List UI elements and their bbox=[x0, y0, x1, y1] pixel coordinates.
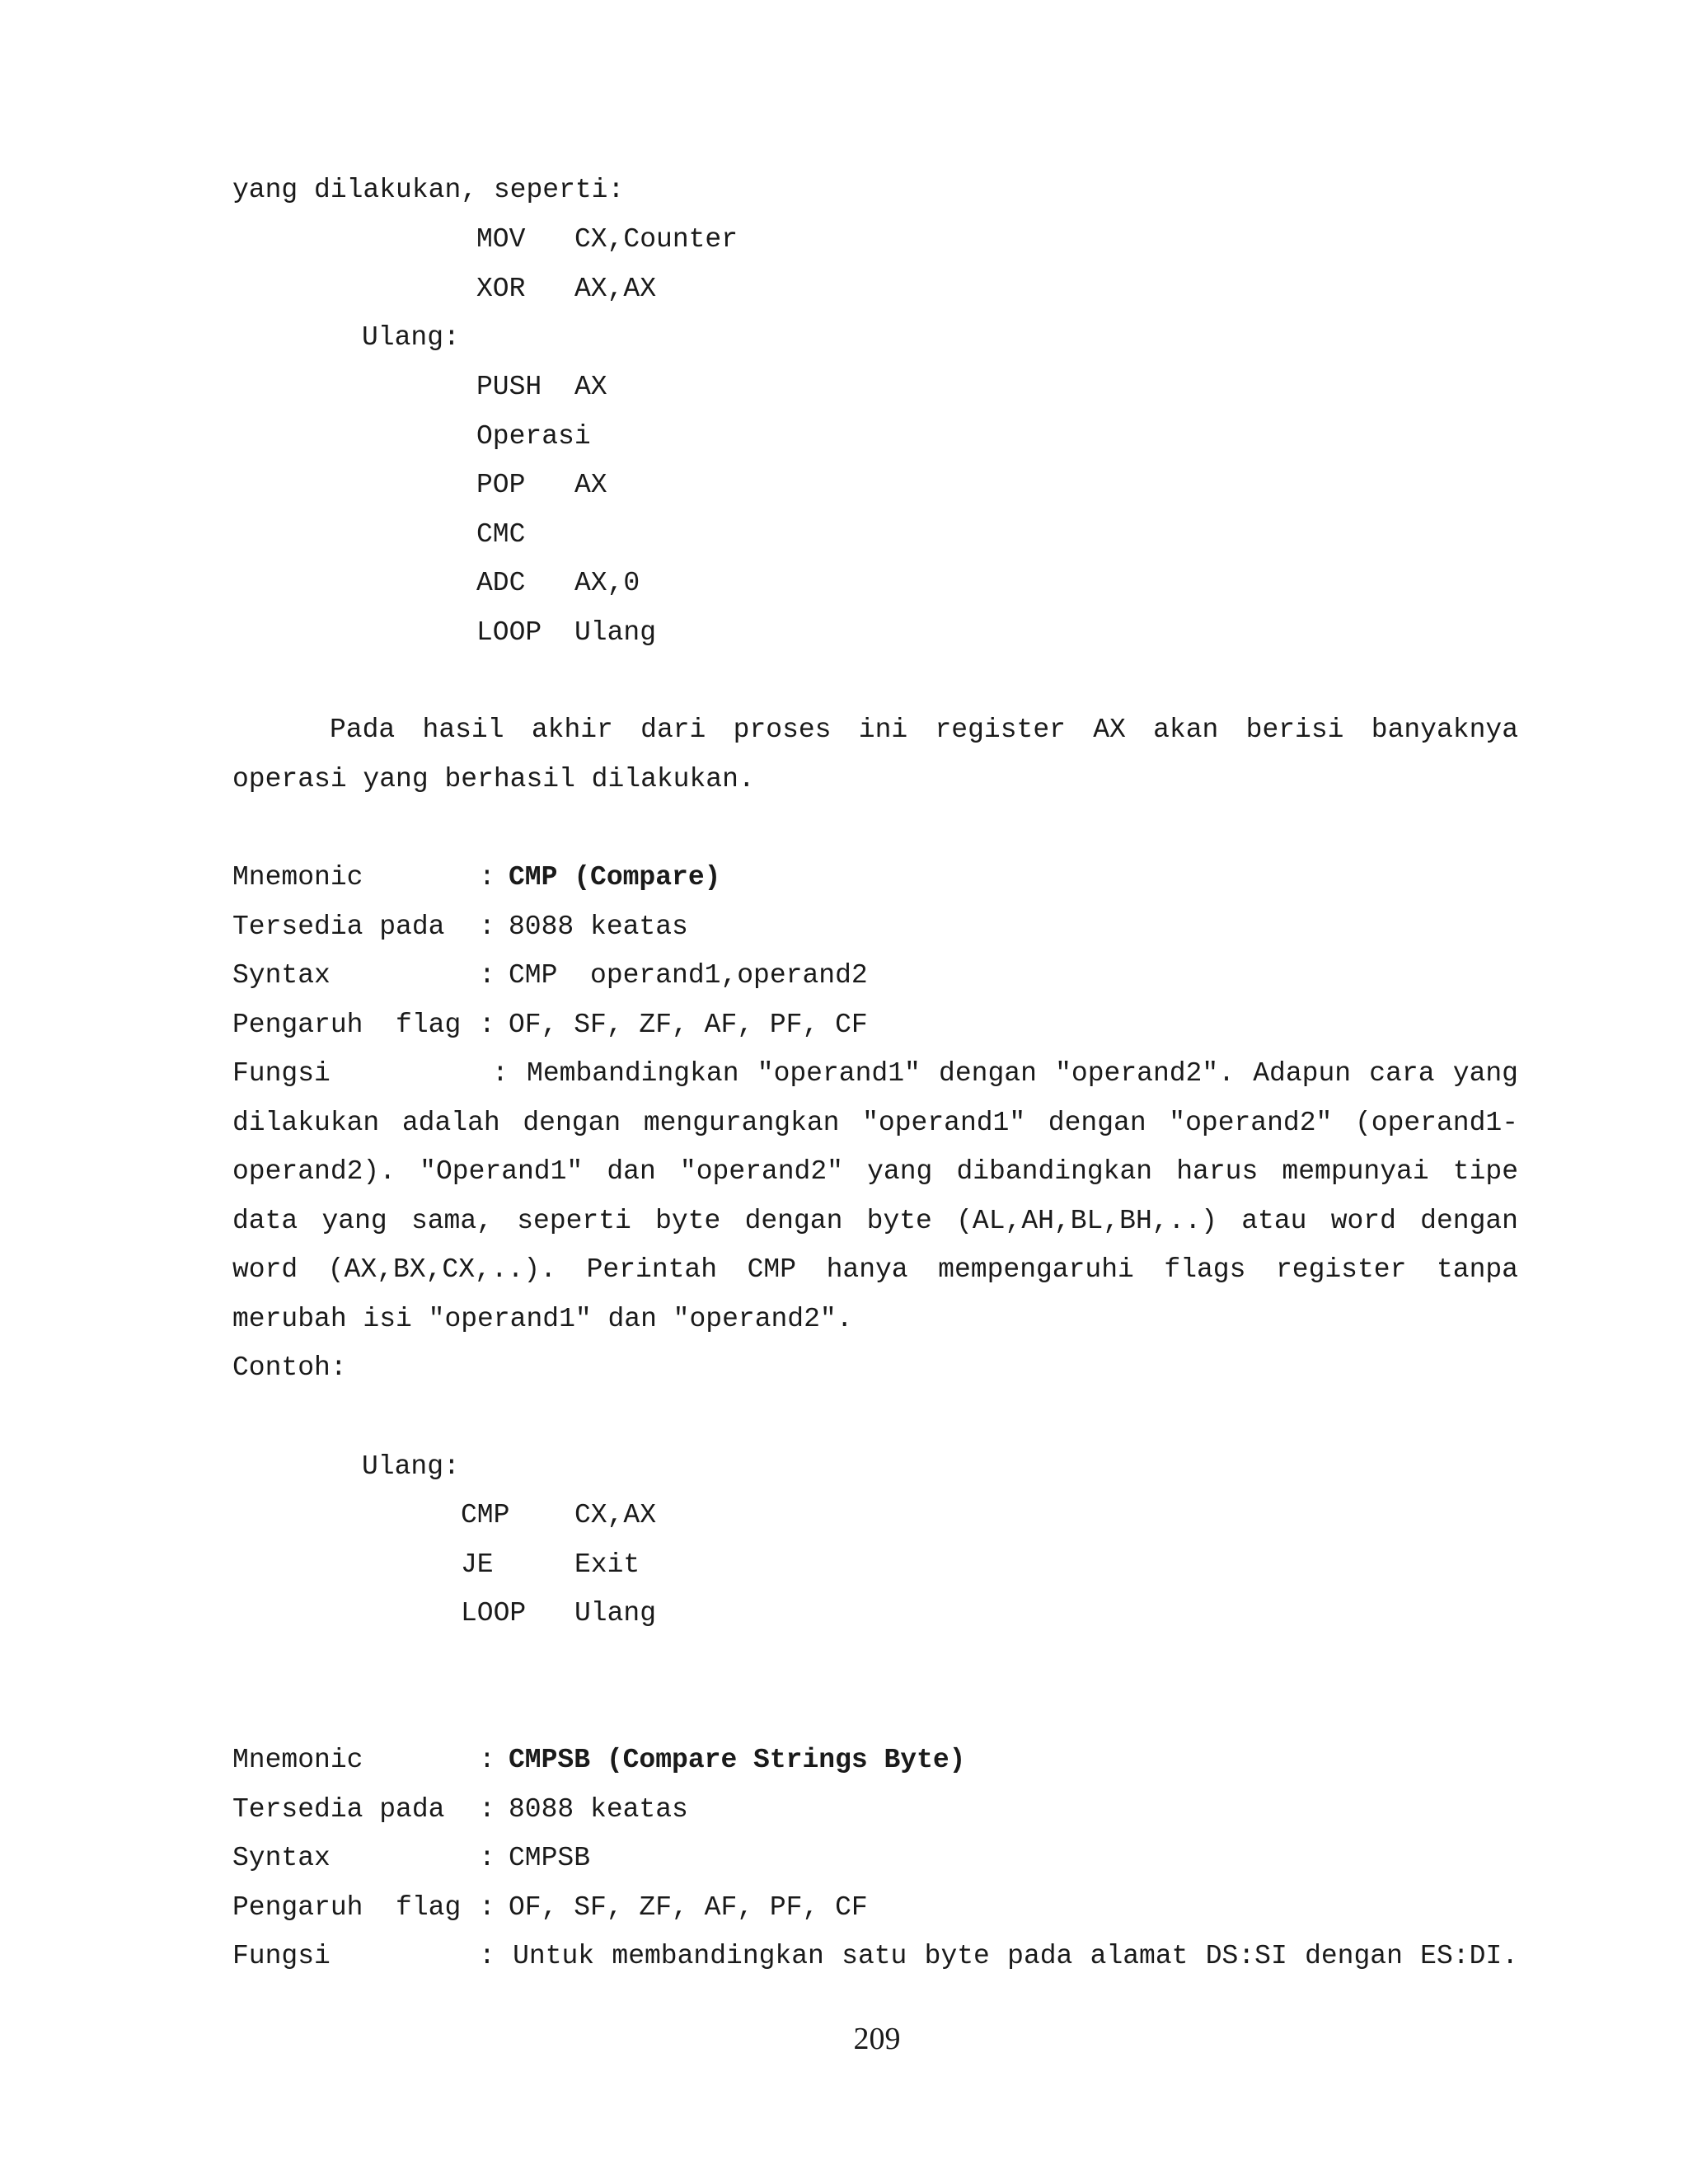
code-label: Ulang: bbox=[362, 322, 460, 353]
syntax-value: CMP operand1,operand2 bbox=[509, 960, 868, 991]
fungsi-label: Fungsi bbox=[232, 1058, 331, 1089]
colon: : bbox=[479, 1745, 495, 1775]
syntax-value: CMPSB bbox=[509, 1843, 591, 1873]
syntax-label: Syntax bbox=[232, 1843, 331, 1873]
colon: : bbox=[479, 1892, 495, 1923]
colon: : bbox=[479, 960, 495, 991]
fungsi-line-5: word (AX,BX,CX,..). Perintah CMP hanya mempengaruhi flags register tanpa bbox=[232, 1254, 1518, 1285]
code-op: CMP bbox=[461, 1500, 510, 1530]
intro-line: yang dilakukan, seperti: bbox=[232, 175, 625, 205]
code-op: XOR bbox=[476, 274, 526, 304]
tersedia-label: Tersedia pada bbox=[232, 1794, 445, 1825]
code-op: LOOP bbox=[461, 1598, 527, 1629]
tersedia-label: Tersedia pada bbox=[232, 912, 445, 942]
paragraph-line-2: operasi yang berhasil dilakukan. bbox=[232, 764, 755, 794]
fungsi-value: : Untuk membandingkan satu byte pada alamat DS:SI dengan ES:DI. bbox=[479, 1941, 1518, 1971]
code-op: Operasi bbox=[476, 421, 591, 452]
flag-label: Pengaruh flag bbox=[232, 1010, 462, 1040]
fungsi-label: Fungsi bbox=[232, 1941, 331, 1971]
colon: : bbox=[479, 912, 495, 942]
mnemonic-value: CMPSB (Compare Strings Byte) bbox=[509, 1745, 966, 1775]
code-arg: CX,AX bbox=[574, 1500, 657, 1530]
flag-value: OF, SF, ZF, AF, PF, CF bbox=[509, 1892, 868, 1923]
fungsi-line-6: merubah isi "operand1" dan "operand2". bbox=[232, 1304, 853, 1334]
colon: : bbox=[479, 1843, 495, 1873]
mnemonic-value: CMP (Compare) bbox=[509, 862, 721, 893]
tersedia-value: 8088 keatas bbox=[509, 912, 688, 942]
code-arg: Ulang bbox=[574, 1598, 657, 1629]
code-arg: AX bbox=[574, 470, 607, 500]
paragraph-line-1: Pada hasil akhir dari proses ini register AX akan berisi banyaknya bbox=[330, 715, 1518, 745]
code-op: LOOP bbox=[476, 617, 542, 648]
code-op: PUSH bbox=[476, 372, 542, 402]
code-op: ADC bbox=[476, 568, 526, 598]
mnemonic-label: Mnemonic bbox=[232, 862, 363, 893]
page-number: 209 bbox=[853, 2022, 901, 2056]
flag-value: OF, SF, ZF, AF, PF, CF bbox=[509, 1010, 868, 1040]
mnemonic-label: Mnemonic bbox=[232, 1745, 363, 1775]
code-arg: CX,Counter bbox=[574, 224, 738, 255]
contoh-label: Contoh: bbox=[232, 1352, 347, 1383]
colon: : bbox=[479, 1010, 495, 1040]
code-arg: AX,AX bbox=[574, 274, 657, 304]
tersedia-value: 8088 keatas bbox=[509, 1794, 688, 1825]
fungsi-line-2: dilakukan adalah dengan mengurangkan "operand1" dengan "operand2" (operand1- bbox=[232, 1108, 1518, 1138]
colon: : bbox=[479, 862, 495, 893]
flag-label: Pengaruh flag bbox=[232, 1892, 462, 1923]
code-op: MOV bbox=[476, 224, 526, 255]
fungsi-line-3: operand2). "Operand1" dan "operand2" yang dibandingkan harus mempunyai tipe bbox=[232, 1156, 1518, 1187]
colon: : bbox=[479, 1794, 495, 1825]
code-op: POP bbox=[476, 470, 526, 500]
fungsi-line-4: data yang sama, seperti byte dengan byte (AL,AH,BL,BH,..) atau word dengan bbox=[232, 1206, 1518, 1236]
fungsi-line-1: : Membandingkan "operand1" dengan "operand2". Adapun cara yang bbox=[492, 1058, 1518, 1089]
code-arg: Ulang bbox=[574, 617, 657, 648]
code-arg: Exit bbox=[574, 1549, 640, 1580]
code-op: JE bbox=[461, 1549, 494, 1580]
code-arg: AX,0 bbox=[574, 568, 640, 598]
code-arg: AX bbox=[574, 372, 607, 402]
code-op: CMC bbox=[476, 519, 526, 550]
syntax-label: Syntax bbox=[232, 960, 331, 991]
code-label: Ulang: bbox=[362, 1451, 460, 1482]
